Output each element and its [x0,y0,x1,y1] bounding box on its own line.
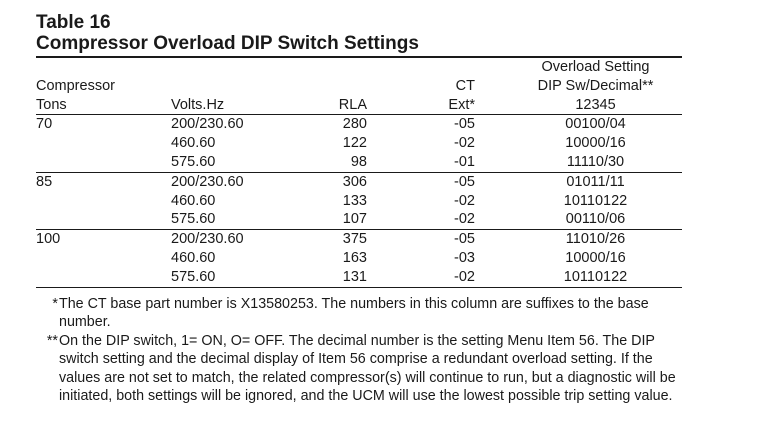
header-volts-hz: Volts.Hz [171,96,281,115]
header-tons: Tons [36,96,171,115]
header-row-1 [36,58,682,77]
footnote-text: On the DIP switch, 1= ON, O= OFF. The decimal number is the setting Menu Item 56. The DIP switch setting and the decimal display of Item 56 comprise a redundant overload setting. If the values are not set to match, the related compressor(s) will continue to run, but a diagnostic will be initiated, both settings will be ignored, and the UCM will use the lowest possible trip setting value. [59,332,676,405]
cell-volts: 460.60 [171,135,216,152]
cell-overload: 00110/06 [565,211,626,228]
cell-rla: 133 [342,192,367,209]
table-row [36,134,682,153]
table-row [36,153,682,172]
cell-ct: -02 [454,135,475,152]
cell-ct: -05 [367,172,479,191]
cell-overload: 10000/16 [565,135,626,152]
header-switch-positions: 12345 [479,96,682,115]
cell-overload: 11010/26 [479,230,682,249]
cell-volts: 200/230.60 [171,172,281,191]
header-row-2 [36,77,682,96]
cell-ct: -02 [454,192,475,209]
document [36,13,682,288]
cell-ct: -05 [454,116,475,133]
cell-volts: 575.60 [171,153,216,170]
header-compressor: Compressor [36,77,115,94]
cell-volts: 575.60 [171,211,216,228]
cell-overload: 10000/16 [565,249,626,266]
footnote-dip-switch [36,332,696,406]
cell-volts: 200/230.60 [171,116,244,133]
footnotes [36,295,696,405]
cell-volts: 200/230.60 [171,230,281,249]
cell-ct: -03 [454,249,475,266]
cell-rla: 163 [342,249,367,266]
cell-rla: 98 [350,153,367,170]
cell-ct: -05 [367,230,479,249]
footnote-ct [36,295,696,332]
footnote-mark: ** [46,332,58,349]
table-row [36,249,682,268]
header-overload-setting: Overload Setting [541,59,650,75]
table-row [36,115,682,134]
cell-volts: 460.60 [171,249,216,266]
header-dip-sw-decimal: DIP Sw/Decimal** [537,77,654,94]
cell-rla: 280 [342,116,367,133]
table-row [36,192,682,211]
table-title: Compressor Overload DIP Switch Settings [36,33,419,54]
header-ct-ext: Ext* [367,96,479,115]
cell-overload: 10110122 [563,192,628,209]
table-row [36,210,682,229]
table-number: Table 16 [36,12,111,33]
cell-rla: 131 [281,268,367,287]
table-row [36,268,682,287]
cell-ct: -02 [454,211,475,228]
table-row [36,230,682,249]
cell-rla: 306 [281,172,367,191]
cell-rla: 122 [342,135,367,152]
cell-overload: 00100/04 [565,116,626,133]
header-row-3 [36,96,682,115]
cell-tons: 100 [36,230,171,249]
cell-tons: 70 [36,116,53,133]
cell-rla: 107 [342,211,367,228]
cell-overload: 10110122 [479,268,682,287]
cell-ct: -01 [454,153,475,170]
cell-volts: 575.60 [171,268,281,287]
footnote-text: The CT base part number is X13580253. The numbers in this column are suffixes to the base number. [59,296,649,331]
cell-overload: 11110/30 [566,153,625,170]
cell-ct: -02 [367,268,479,287]
footnote-mark: * [52,296,58,312]
overload-settings-table [36,58,682,288]
header-rla: RLA [281,96,367,115]
cell-rla: 375 [281,230,367,249]
cell-overload: 01011/11 [479,172,682,191]
table-row [36,172,682,191]
cell-tons: 85 [36,172,171,191]
header-ct: CT [455,77,475,94]
cell-volts: 460.60 [171,192,216,209]
